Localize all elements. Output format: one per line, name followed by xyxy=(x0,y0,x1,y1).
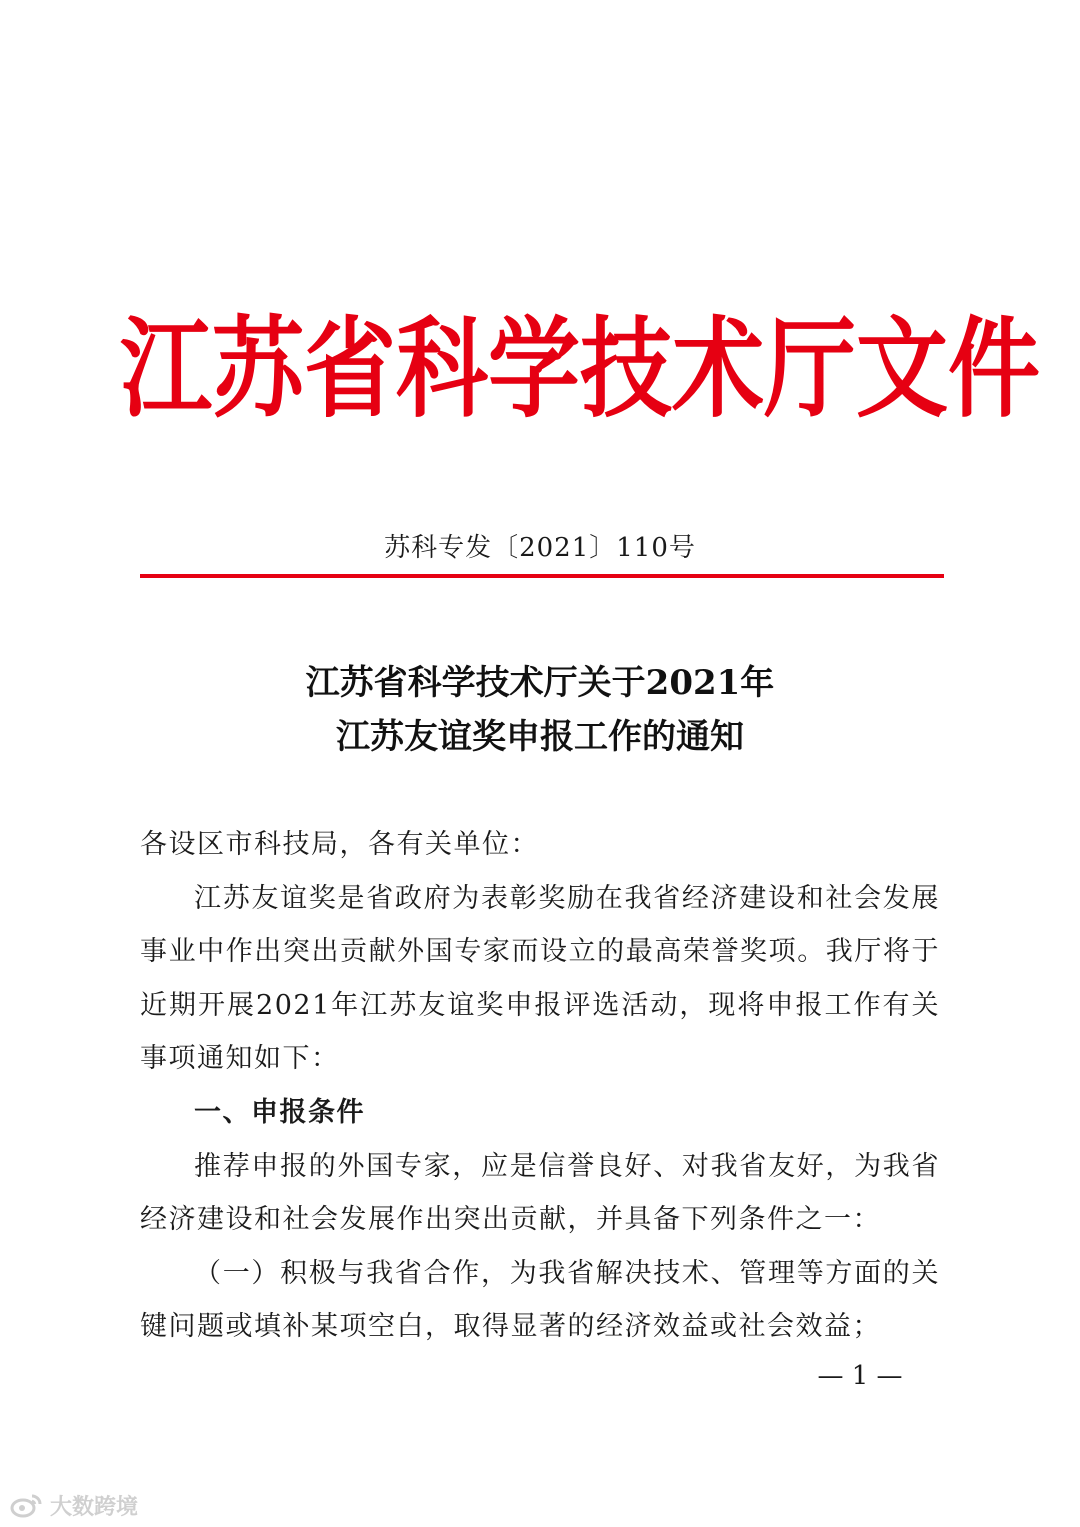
page-number: — 1 — xyxy=(817,1361,903,1391)
section-heading-1: 一、申报条件 xyxy=(194,1096,365,1128)
intro-paragraph: 江苏友谊奖是省政府为表彰奖励在我省经济建设和社会发展事业中作出突出贡献外国专家而设立的最高荣誉奖项。我厅将于近期开展2021年江苏友谊奖申报评选活动，现将申报工作有关事项通知如下： xyxy=(140,882,940,1075)
notice-title-line-2: 江苏友谊奖申报工作的通知 xyxy=(336,717,744,757)
watermark-text: 大数跨境 xyxy=(50,1494,139,1520)
notice-title xyxy=(140,656,940,764)
salutation: 各设区市科技局，各有关单位： xyxy=(140,829,539,860)
notice-body xyxy=(140,818,940,1354)
red-separator-line xyxy=(140,574,944,578)
condition-item-1: （一）积极与我省合作，为我省解决技术、管理等方面的关键问题或填补某项空白，取得显著的经济效益或社会效益； xyxy=(140,1257,940,1343)
watermark xyxy=(10,1490,138,1520)
notice-title-line-1: 江苏省科学技术厅关于2021年 xyxy=(305,663,775,703)
weibo-logo-icon xyxy=(10,1492,44,1518)
conditions-paragraph: 推荐申报的外国专家，应是信誉良好、对我省友好，为我省经济建设和社会发展作出突出贡献，并具备下列条件之一： xyxy=(140,1150,940,1236)
document-number: 苏科专发〔2021〕110号 xyxy=(384,533,696,563)
red-header-title: 江苏省科学技术厅文件 xyxy=(120,306,1041,433)
